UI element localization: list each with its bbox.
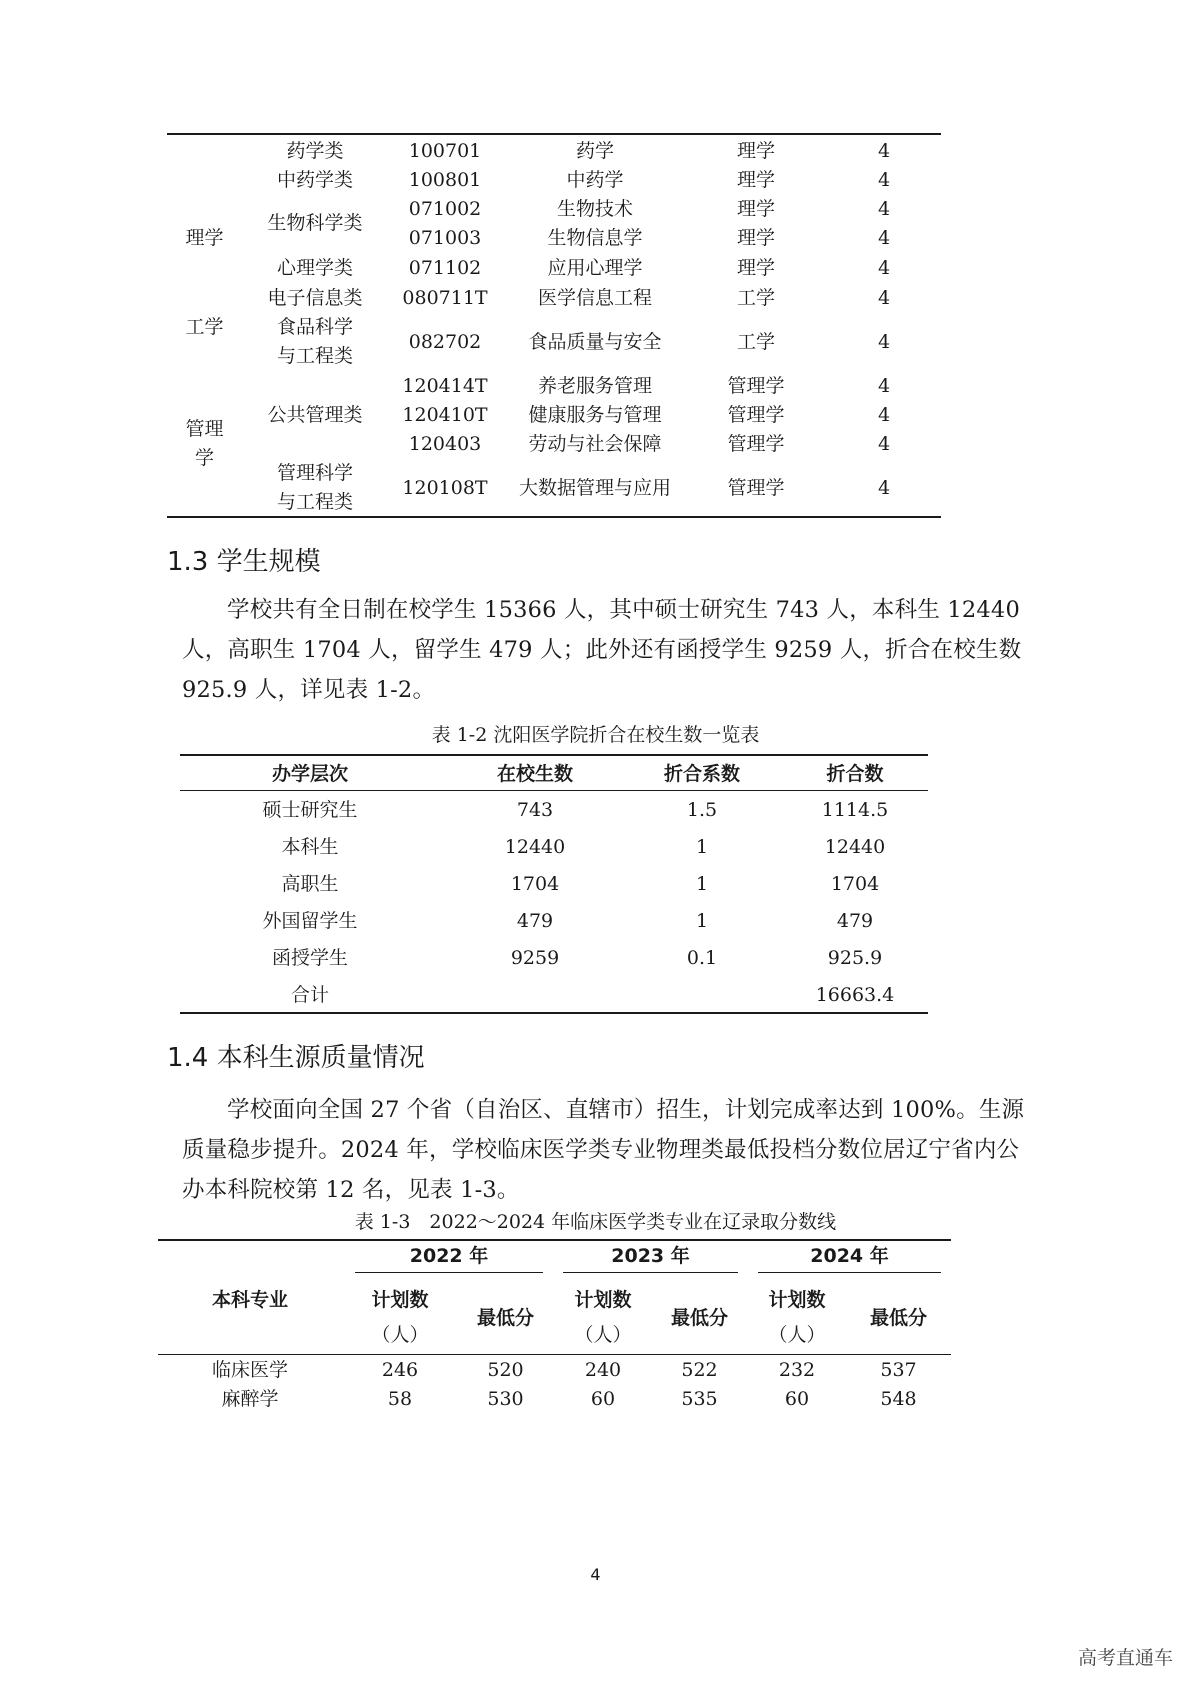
table-cell: 理学 [736,257,775,279]
table1-top-rule [167,133,941,135]
table-cell: 1704 [510,873,560,895]
table2-bottom-rule [180,1012,928,1014]
table-cell: 4 [877,433,891,455]
table-cell: 工学 [185,316,224,338]
table-cell: 246 [381,1359,419,1381]
body-paragraph [182,1090,1030,1210]
table-cell: 4 [877,287,891,309]
year-underline [563,1272,738,1273]
section-heading: 1.3 学生规模 [167,547,321,577]
table-cell: 60 [784,1388,810,1410]
table-cell: 工学 [736,331,775,353]
table-cell: 071002 [408,198,482,220]
table-header-plan: 计划数 [371,1289,429,1311]
section-heading: 1.4 本科生源质量情况 [167,1043,425,1073]
table-cell: 743 [516,799,554,821]
table-header-min: 最低分 [476,1307,534,1329]
table-caption: 表 1-2 沈阳医学院折合在校生数一览表 [431,724,760,746]
table-cell: 医学信息工程 [537,287,652,309]
table-cell: 药学类 [286,140,344,162]
table-cell: 535 [681,1388,718,1410]
table-cell: 1 [695,836,709,858]
watermark-text: 高考直通车 [1077,1647,1173,1669]
table-caption: 表 1-3 2022～2024 年临床医学类专业在辽录取分数线 [354,1211,837,1233]
table-cell: 080711T [402,287,488,309]
year-underline [758,1272,941,1273]
table-cell: 082702 [408,331,482,353]
table-cell: 120403 [408,433,482,455]
table-cell: 4 [877,198,891,220]
table-header-major: 本科专业 [211,1289,288,1311]
table-cell: 12440 [504,836,566,858]
table-cell: 548 [880,1388,917,1410]
table-cell: 1.5 [686,799,718,821]
table-cell: 9259 [510,947,560,969]
table-cell: 大数据管理与应用 [518,477,671,499]
page-number: 4 [590,1565,601,1584]
table-header-cell: 办学层次 [271,763,348,785]
table-cell: 麻醉学 [221,1388,279,1410]
table-cell: 479 [516,910,554,932]
table-cell: 中药学类 [276,169,353,191]
table-cell: 0.1 [686,947,718,969]
paragraph-text: 学校面向全国 27 个省（自治区、直辖市）招生，计划完成率达到 100%。生源质量稳步提升。2024 年，学校临床医学类专业物理类最低投档分数位居辽宁省内公办本科院校第 12 名，见表 1-3。 [182,1097,1025,1203]
table-cell: 函授学生 [271,947,348,969]
table-cell: 58 [387,1388,413,1410]
paragraph-text: 学校共有全日制在校学生 15366 人，其中硕士研究生 743 人，本科生 12440 人，高职生 1704 人，留学生 479 人；此外还有函授学生 9259 人，折合在校生数 925.9 人，详见表 1-2。 [182,597,1022,703]
year-underline [355,1272,543,1273]
table-cell: 4 [877,227,891,249]
table-cell: 4 [877,169,891,191]
table-cell: 硕士研究生 [262,799,358,821]
table-cell: 100701 [408,140,482,162]
table-cell: 4 [877,140,891,162]
table-cell: 管理学 [727,375,785,397]
table-cell: 520 [487,1359,524,1381]
table-cell: 管理科学 [276,462,353,484]
table-header-year: 2022 年 [409,1245,489,1267]
table-cell: 健康服务与管理 [528,404,662,426]
table-cell: 中药学 [566,169,624,191]
table-header-min: 最低分 [670,1307,728,1329]
table-cell: 管理 [185,418,224,440]
table-cell: 120414T [402,375,488,397]
table-cell: 学 [194,447,214,469]
table-cell: 4 [877,257,891,279]
table-cell: 理学 [736,169,775,191]
table-cell: 工学 [736,287,775,309]
table3-header-rule [158,1354,951,1355]
table-cell: 537 [880,1359,917,1381]
table-cell: 1114.5 [821,799,889,821]
table-cell: 4 [877,375,891,397]
table-cell: 生物技术 [556,198,633,220]
table-cell: 530 [487,1388,524,1410]
table-cell: 管理学 [727,433,785,455]
table-cell: 理学 [736,198,775,220]
table-cell: 1 [695,873,709,895]
table-cell: 管理学 [727,404,785,426]
table1-bottom-rule [167,516,941,518]
table-header-year: 2024 年 [810,1245,889,1267]
table-cell: 公共管理类 [267,404,363,426]
table-cell: 522 [681,1359,718,1381]
table-cell: 临床医学 [211,1359,288,1381]
table-cell: 生物信息学 [547,227,643,249]
table-cell: 120410T [402,404,488,426]
table-cell: 1 [695,910,709,932]
table-cell: 479 [836,910,874,932]
table-header-plan-unit: （人） [371,1324,429,1346]
table-cell: 与工程类 [276,345,353,367]
table-cell: 生物科学类 [267,212,363,234]
table-cell: 60 [590,1388,616,1410]
table-cell: 外国留学生 [262,910,358,932]
table-cell: 合计 [290,984,329,1006]
table-cell: 100801 [408,169,482,191]
table-cell: 劳动与社会保障 [528,433,662,455]
table-cell: 电子信息类 [267,287,363,309]
table-header-plan-unit: （人） [768,1324,826,1346]
table-cell: 药学 [575,140,614,162]
table-header-year: 2023 年 [611,1245,690,1267]
table-header-cell: 在校生数 [496,763,573,785]
table-cell: 理学 [736,227,775,249]
body-paragraph [182,590,1030,710]
table-cell: 16663.4 [815,984,895,1006]
table-cell: 120108T [402,477,488,499]
table-cell: 4 [877,331,891,353]
table-cell: 4 [877,404,891,426]
table-header-min: 最低分 [869,1307,927,1329]
table-header-plan: 计划数 [768,1289,826,1311]
table-cell: 养老服务管理 [537,375,652,397]
table-header-plan: 计划数 [574,1289,632,1311]
table-cell: 理学 [185,227,224,249]
table-cell: 071102 [408,257,482,279]
table-cell: 071003 [408,227,482,249]
table-cell: 232 [778,1359,816,1381]
table-cell: 与工程类 [276,491,353,513]
table3-top-rule [158,1239,951,1241]
table-header-cell: 折合数 [826,763,884,785]
table-cell: 应用心理学 [547,257,643,279]
table-cell: 925.9 [827,947,883,969]
table-header-cell: 折合系数 [663,763,740,785]
table-header-plan-unit: （人） [574,1324,632,1346]
table2-top-rule [180,754,928,756]
table-cell: 心理学类 [276,257,353,279]
table-cell: 12440 [824,836,886,858]
table-cell: 1704 [830,873,880,895]
table-cell: 食品科学 [276,316,353,338]
table-cell: 本科生 [281,836,339,858]
table-cell: 食品质量与安全 [528,331,662,353]
table-cell: 管理学 [727,477,785,499]
table-cell: 240 [584,1359,622,1381]
table-cell: 理学 [736,140,775,162]
table2-header-rule [180,790,928,791]
table-cell: 高职生 [281,873,339,895]
table-cell: 4 [877,477,891,499]
